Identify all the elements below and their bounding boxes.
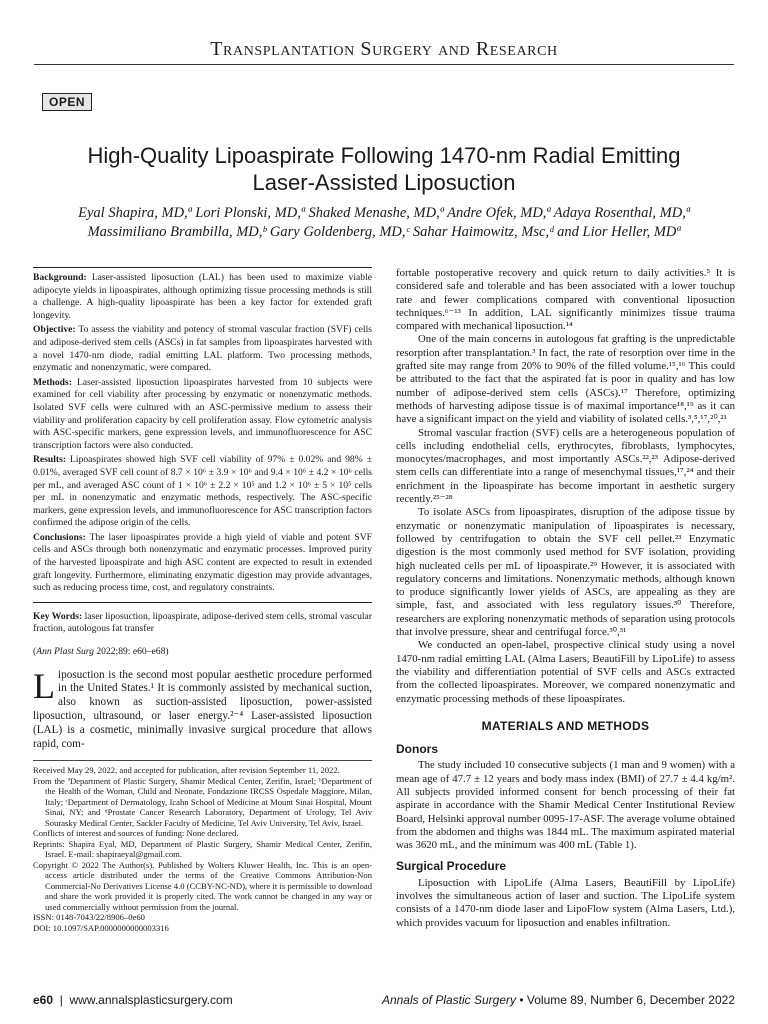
abstract <box>33 267 372 603</box>
text: Lipoaspirates showed high SVF cell viability of 97% ± 0.02% and 98% ± 0.01%, averaged SVF cell count of 8.7 × 10⁶ ± 3.9 × 10⁶ and 9.4 × 10⁶ ± 4.2 × 10⁶ cells per mL, and averaged ASC count of 1 × 10⁶ ± 2.2 × 10⁵ and 1.2 × 10⁶ ± 5 × 10⁵ cells per mL in nonenzymatic and enzymatic methods, respectively. The ASC-specific markers, gene expression levels, and immunofluorescence for ASC transcription factors confirmed the adipose origin of the cells. <box>33 454 372 529</box>
left-column <box>33 267 372 751</box>
title-line-1: High-Quality Lipoaspirate Following 1470-nm Radial Emitting <box>87 143 681 168</box>
footer-right <box>382 993 735 1007</box>
label: Results: <box>33 454 67 466</box>
keywords <box>33 611 372 636</box>
drop-cap: L <box>33 665 55 706</box>
paragraph-resorption: One of the main concerns in autologous fat grafting is the unpredictable resorption after transplantation.³ In fact, the rate of resorption over time in the grafted site may range from 20% to 90% of the filled volume.¹⁵,¹⁶ This could be attributed to the fact that the aspirated fat is poor in quality and has low number of adipose-derived stem cells (ASCs).¹⁷ Therefore, optimizing methods of harvesting adipose tissue is of maximal importance¹⁸,¹⁹ as it can have a significant impact on the yield and viability of isolated cells.³,⁵,¹⁷,²⁰,²¹ <box>396 333 735 426</box>
footnotes <box>33 760 372 933</box>
journal-url[interactable]: www.annalsplasticsurgery.com <box>69 993 233 1007</box>
abstract-objective <box>33 324 372 374</box>
footer-issue: • Volume 89, Number 6, December 2022 <box>516 993 735 1007</box>
footnote-affiliations: From the ªDepartment of Plastic Surgery, Shamir Medical Center, Zerifin, Israel; ᵇDepartment of the Health of the Woman, Child and Neonate, Fondazione IRCSS Ospedale Maggiore, Milan, Italy; ᶜDepartment of Dermatology, Icahn School of Medicine at Mount Sinai Hospital, Mount Sinai, NY; and ᵈProstate Cancer Research Laboratory, Department of Urology, Tel Aviv Sourasky Medical Center, Sackler Faculty of Medicine, Tel Aviv University, Tel Aviv, Israel. <box>33 775 372 828</box>
introduction-text <box>33 665 372 752</box>
footnote-issn: ISSN: 0148-7043/22/8906–0e60 <box>33 912 145 922</box>
text: | <box>56 993 67 1007</box>
paragraph-donors: The study included 10 consecutive subjects (1 man and 9 women) with a mean age of 47.7 ± 12 years and body mass index (BMI) of 27.7 ± 4.4 kg/m². All subjects provided informed consent for bench processing of their fat aspirate in accordance with the Shamir Medical Center Institutional Review Board, Helsinki approval number 0095-17-ASF. The average volume obtained from the abdomen and thighs was 1844 mL. The maximum aspirated material was 3620 mL, and the minimum was 400 mL (Table 1). <box>396 759 735 852</box>
footnote-copyright: Copyright © 2022 The Author(s). Published by Wolters Kluwer Health, Inc. This is an open-access article distributed under the terms of the Creative Commons Attribution-Non Commercial-No Derivatives License 4.0 (CCBY-NC-ND), where it is permissible to download and share the work provided it is properly cited. The work cannot be changed in any way or used commercially without permission from the journal. <box>33 859 372 912</box>
citation-details: 2022;89: e60–e68) <box>93 646 169 658</box>
text: Laser-assisted liposuction (LAL) has been used to maximize viable adipocyte yields in lipoaspirates, although optimizing tissue processing methods is still a challenge. A high-quality lipoaspirate has been a key factor for extended graft longevity. <box>33 272 372 321</box>
label: Background: <box>33 272 87 283</box>
abstract-results <box>33 454 372 530</box>
footer-left <box>33 993 233 1007</box>
label: Key Words: <box>33 610 83 622</box>
label: Conclusions: <box>33 531 86 543</box>
text: ( <box>33 646 37 658</box>
text: laser liposuction, lipoaspirate, adipose-derived stem cells, stromal vascular fraction, autologous fat transfer <box>33 610 372 635</box>
open-access-badge: OPEN <box>42 93 92 111</box>
label: Objective: <box>33 324 76 336</box>
footer-journal-name: Annals of Plastic Surgery <box>381 993 517 1007</box>
paragraph-svf: Stromal vascular fraction (SVF) cells are a heterogeneous population of cells including endothelial cells, erythrocytes, fibroblasts, lymphocytes, monocytes/macrophages, and most importantly ASCs.²²,²³ Adipose-derived stem cells can differentiate into a range of mesenchymal tissues,¹⁷,²⁴ and their enrichment in the lipoaspirate has become important in aesthetic surgery recently.²⁵⁻²⁸ <box>396 426 735 506</box>
abstract-background <box>33 272 372 322</box>
page-number: e60 <box>33 993 54 1007</box>
citation-journal: Ann Plast Surg <box>36 646 94 658</box>
label: Methods: <box>33 376 72 388</box>
subheading-donors: Donors <box>396 742 438 757</box>
authors-line-2: Massimiliano Brambilla, MD,ᵇ Gary Goldenberg, MD,ᶜ Sahar Haimowitz, Msc,ᵈ and Lior Heller, MDª <box>87 224 681 240</box>
authors-line-1: Eyal Shapira, MD,ª Lori Plonski, MD,ª Shaked Menashe, MD,ª Andre Ofek, MD,ª Adaya Rosenthal, MD,ª <box>78 205 690 221</box>
journal-header: Transplantation Surgery and Research <box>0 38 768 61</box>
paragraph-isolation: To isolate ASCs from lipoaspirates, disruption of the adipose tissue by enzymatic or nonenzymatic manipulation of lipoaspirates is necessary, followed by centrifugation to obtain the SVF cell pellet.²³ Enzymatic digestion is the most commonly used method for SVF isolation, providing high nucleated cells per mL of lipoaspirate.²⁹ However, it is associated with regulatory concerns and limitations. Nonenzymatic methods, although known to produce significantly lower yields of ASCs, are appealing as they are simple, fast, and associated with less regulatory issues.³⁰ Therefore, researchers are exploring nonenzymatic methods of separation using protocols that involve pressure, shear and centrifugal force.³⁰,³¹ <box>396 506 735 639</box>
section-heading-materials-methods: MATERIALS AND METHODS <box>481 718 650 733</box>
page-footer <box>33 993 735 1007</box>
text: To assess the viability and potency of stromal vascular fraction (SVF) cells and adipose-derived stem cells (ASCs) in fat samples from lipoaspirates harvested with a novel 1470-nm diode, radial emitting LAL platform. Two processing methods, enzymatic and nonenzymatic, were compared. <box>33 324 372 374</box>
footnote-received: Received May 29, 2022, and accepted for publication, after revision September 11, 2022. <box>33 765 340 775</box>
paragraph-study: We conducted an open-label, prospective clinical study using a novel 1470-nm radial emitting LAL (Alma Lasers, BeautiFill by LipoLife) to assess the viability and differentiation potential of SVF cells and ASCs extracted from the collected lipoaspirates. Moreover, we compared nonenzymatic and enzymatic processing methods of these lipoaspirates. <box>396 639 735 705</box>
right-column <box>396 267 735 930</box>
footnote-conflicts: Conflicts of interest and sources of funding: None declared. <box>33 828 239 838</box>
abstract-conclusions <box>33 532 372 595</box>
text: iposuction is the second most popular aesthetic procedure performed in the United States.¹ It is commonly assisted by mechanical suction, also known as suction-assisted liposuction, power-assisted liposuction, ultrasound, or laser energy.²⁻⁴ Laser-assisted liposuction (LAL) is a cosmetic, minimally invasive surgical procedure that allows rapid, com- <box>33 668 372 750</box>
paragraph-surgical: Liposuction with LipoLife (Alma Lasers, BeautiFill by LipoLife) involves the simultaneous action of laser and suction. The LipoLife system consists of a 1470-nm diode laser and LipoFlow system (Alma Lasers, Ltd.), which provides vacuum for liposuction and enables infiltration. <box>396 876 735 929</box>
paragraph-continuation: fortable postoperative recovery and quick return to daily activities.⁵ It is considered safe and tolerable and has been associated with a lower touchup rate and fewer complications compared with conventional liposuction techniques.⁶⁻¹³ In addition, LAL significantly minimizes tissue trauma compared with mechanical liposuction.¹⁴ <box>396 267 735 333</box>
citation <box>33 646 372 659</box>
author-list <box>30 204 738 242</box>
abstract-methods <box>33 377 372 453</box>
text: Laser-assisted liposuction lipoaspirates harvested from 10 subjects were examined for cell viability after processing by enzymatic or nonenzymatic methods. Isolated SVF cells were cultured with an ASC-permissive medium to assess their viability and proliferation capacity by cell proliferation assay. Flow cytometric analysis with ASC-specific markers, gene expression levels, and immunofluorescence for ASC transcription factors were also conducted. <box>33 376 372 451</box>
text: The laser lipoaspirates provide a high yield of viable and potent SVF cells and ASCs through both nonenzymatic and enzymatic processes. Improved purity of the harvested lipoaspirate and high ASC content are expected to result in extended graft longevity. Furthermore, eliminating enzymatic digestion may provide advantages, such as reducing process time, cost, and regulatory constraints. <box>33 531 372 594</box>
title-line-2: Laser-Assisted Liposuction <box>252 170 516 195</box>
subheading-surgical-procedure: Surgical Procedure <box>396 859 507 874</box>
footnote-reprints: Reprints: Shapira Eyal, MD, Department of Plastic Surgery, Shamir Medical Center, Zerifin, Israel. E-mail: shapiraeyal@gmail.com. <box>33 838 372 859</box>
footnote-doi: DOI: 10.1097/SAP.0000000000003316 <box>33 922 169 933</box>
article-title <box>40 142 728 196</box>
